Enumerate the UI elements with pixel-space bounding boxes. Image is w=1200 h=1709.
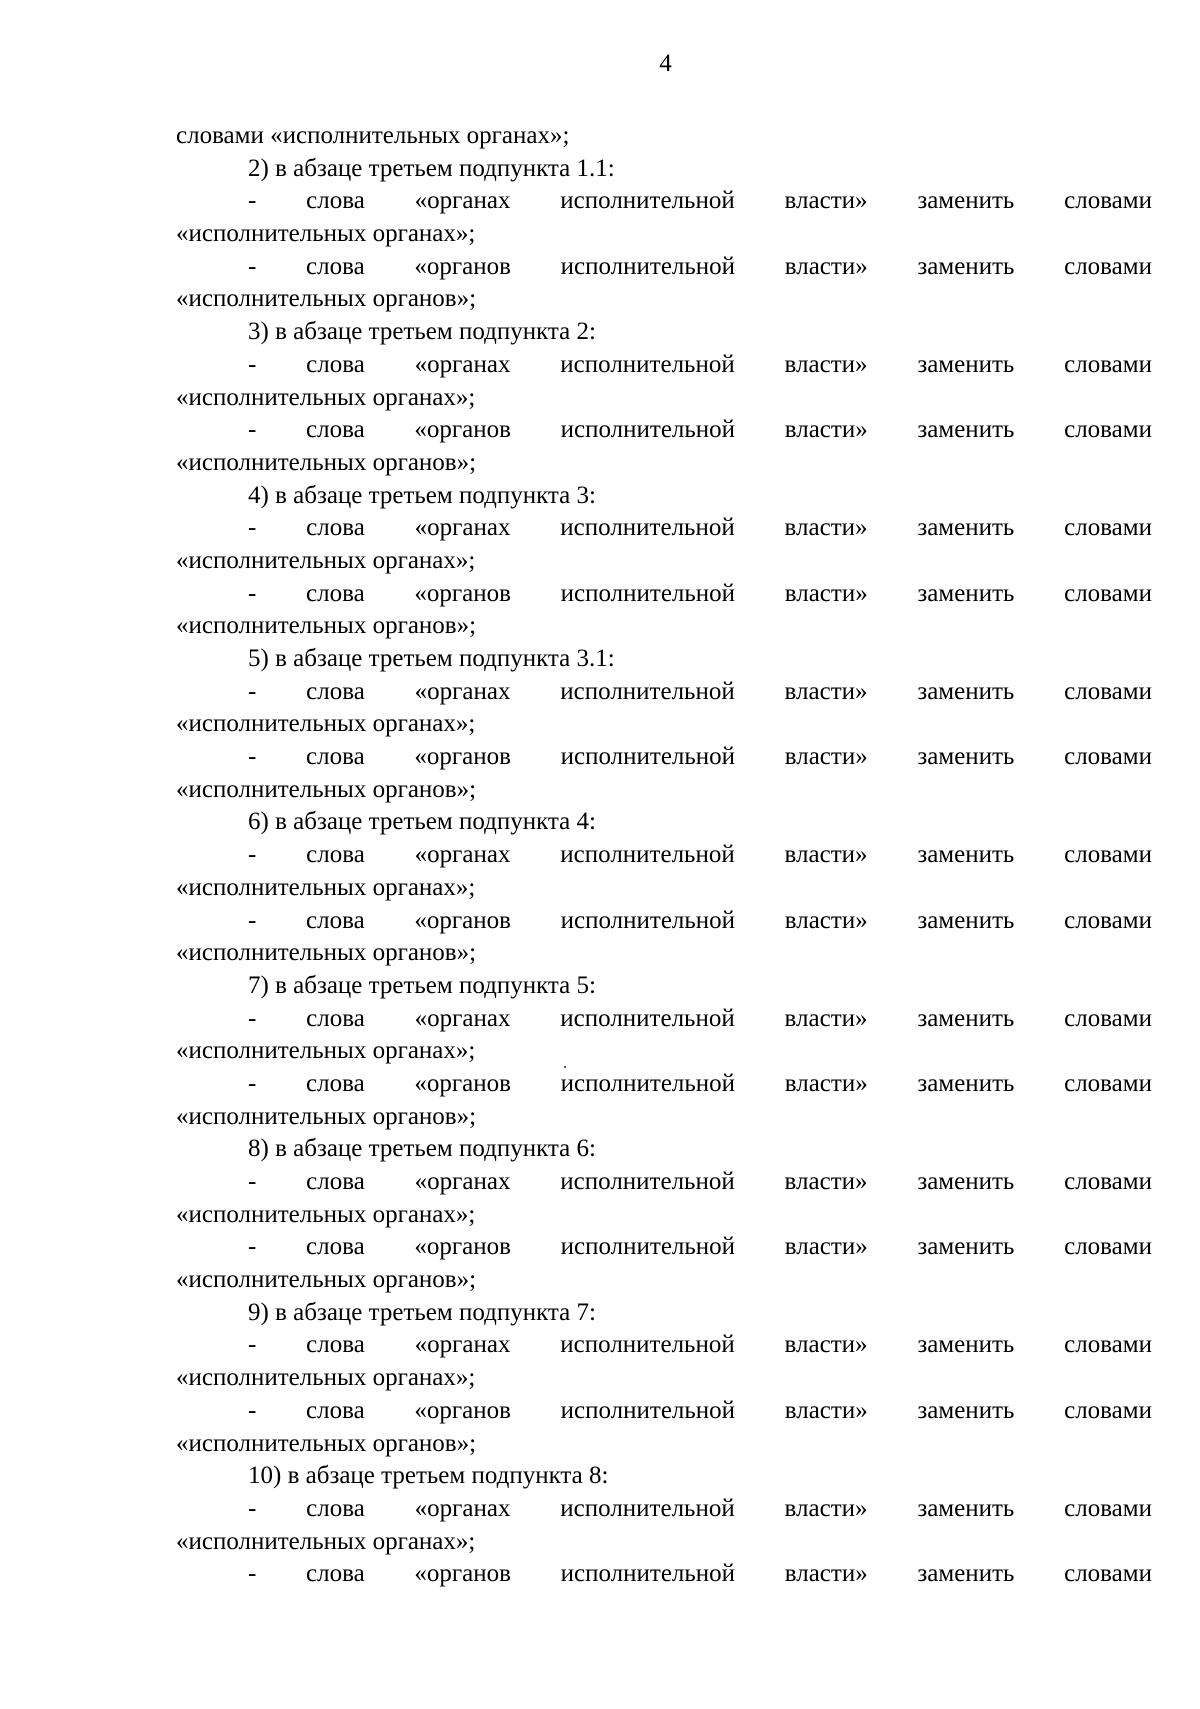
- word: словами: [1064, 350, 1152, 378]
- word: слова: [306, 252, 365, 280]
- word: -: [248, 187, 257, 215]
- word: власти»: [784, 416, 868, 444]
- word: власти»: [784, 514, 868, 542]
- word: «органах: [414, 1494, 511, 1522]
- word: власти»: [784, 1069, 868, 1097]
- word: слова: [306, 1069, 365, 1097]
- word: заменить: [917, 1560, 1015, 1588]
- continuation-line: «исполнительных органов»;: [176, 612, 477, 640]
- replacement-instruction-line: [176, 1068, 1152, 1101]
- word: слова: [306, 677, 365, 705]
- replacement-instruction-line: [176, 578, 1152, 611]
- word: власти»: [784, 1004, 868, 1032]
- word: власти»: [784, 906, 868, 934]
- replacement-instruction-line: [176, 251, 1152, 284]
- word: «органов: [414, 416, 511, 444]
- word: словами: [1064, 1560, 1152, 1588]
- subitem-heading: 7) в абзаце третьем подпункта 5:: [248, 971, 596, 999]
- continuation-line: «исполнительных органах»;: [176, 1037, 476, 1065]
- word: слова: [306, 906, 365, 934]
- word: -: [248, 350, 257, 378]
- replacement-instruction-line: [176, 1493, 1152, 1526]
- word: -: [248, 1168, 257, 1195]
- word: заменить: [917, 906, 1015, 934]
- word: власти»: [784, 841, 868, 869]
- word: -: [248, 579, 257, 607]
- word: «органах: [414, 350, 511, 378]
- word: слова: [306, 1004, 365, 1032]
- continuation-line: «исполнительных органах»;: [176, 383, 476, 411]
- word: заменить: [917, 187, 1015, 215]
- word: заменить: [917, 1168, 1015, 1195]
- replacement-instruction-line: [176, 185, 1152, 218]
- word: словами: [1064, 187, 1152, 215]
- word: заменить: [917, 677, 1015, 705]
- word: словами: [1064, 1004, 1152, 1032]
- word: «органах: [414, 1331, 511, 1359]
- word: «органов: [414, 1560, 511, 1588]
- word: исполнительной: [560, 1494, 735, 1522]
- word: исполнительной: [560, 252, 736, 280]
- word: -: [248, 416, 257, 444]
- continuation-line: «исполнительных органах»;: [176, 546, 476, 574]
- word: -: [248, 1233, 257, 1261]
- word: власти»: [784, 1331, 868, 1359]
- word: власти»: [784, 677, 868, 705]
- word: власти»: [784, 1560, 868, 1588]
- word: исполнительной: [560, 906, 736, 934]
- word: заменить: [917, 416, 1015, 444]
- word: заменить: [917, 514, 1015, 542]
- word: исполнительной: [560, 1168, 735, 1195]
- document-body: [176, 120, 1152, 1591]
- replacement-instruction-line: [176, 1395, 1152, 1428]
- word: исполнительной: [560, 841, 735, 869]
- subitem-heading: 5) в абзаце третьем подпункта 3.1:: [248, 645, 615, 672]
- word: заменить: [917, 1331, 1015, 1359]
- word: словами: [1064, 677, 1152, 705]
- word: -: [248, 743, 257, 771]
- continuation-line: «исполнительных органах»;: [176, 1200, 476, 1228]
- word: слова: [306, 1233, 365, 1261]
- word: слова: [306, 1396, 365, 1424]
- word: исполнительной: [560, 1396, 736, 1424]
- word: заменить: [917, 252, 1015, 280]
- word: словами: [1064, 1396, 1152, 1424]
- word: -: [248, 1004, 257, 1032]
- word: слова: [306, 579, 365, 607]
- word: словами: [1064, 1233, 1152, 1261]
- word: -: [248, 1560, 257, 1588]
- replacement-instruction-line: [176, 1231, 1152, 1264]
- word: заменить: [917, 743, 1015, 771]
- replacement-instruction-line: [176, 349, 1152, 382]
- replacement-instruction-line: [176, 512, 1152, 545]
- replacement-instruction-line: [176, 1003, 1152, 1036]
- word: слова: [306, 841, 365, 869]
- word: исполнительной: [560, 514, 735, 542]
- subitem-heading: 4) в абзаце третьем подпункта 3:: [248, 481, 596, 509]
- word: заменить: [917, 1004, 1015, 1032]
- word: власти»: [784, 350, 868, 378]
- word: «органов: [414, 1069, 511, 1097]
- word: заменить: [917, 1233, 1015, 1261]
- replacement-instruction-line: [176, 1558, 1152, 1591]
- word: власти»: [784, 252, 868, 280]
- word: заменить: [917, 1494, 1015, 1522]
- word: -: [248, 1494, 257, 1522]
- subitem-heading: 9) в абзаце третьем подпункта 7:: [248, 1298, 596, 1326]
- word: слова: [306, 187, 365, 215]
- continuation-line: «исполнительных органов»;: [176, 775, 477, 803]
- continuation-line: «исполнительных органах»;: [176, 1527, 476, 1555]
- word: словами: [1064, 579, 1152, 607]
- word: исполнительной: [560, 350, 735, 378]
- word: словами: [1064, 514, 1152, 542]
- word: словами: [1064, 906, 1152, 934]
- word: -: [248, 252, 257, 280]
- continuation-line: «исполнительных органах»;: [176, 220, 476, 248]
- word: словами: [1064, 252, 1152, 280]
- continuation-line: «исполнительных органов»;: [176, 448, 477, 476]
- word: слова: [306, 1331, 365, 1359]
- scan-speck: [564, 1066, 566, 1068]
- continuation-line: «исполнительных органах»;: [176, 1364, 476, 1392]
- word: заменить: [917, 841, 1015, 869]
- word: словами: [1064, 1331, 1152, 1359]
- continuation-line: «исполнительных органов»;: [176, 1102, 477, 1130]
- word: «органов: [414, 1396, 511, 1424]
- word: слова: [306, 1560, 365, 1588]
- word: исполнительной: [560, 1560, 736, 1588]
- word: «органах: [414, 677, 511, 705]
- word: исполнительной: [560, 416, 736, 444]
- word: «органов: [414, 1233, 511, 1261]
- word: власти»: [784, 1233, 868, 1261]
- word: -: [248, 514, 257, 542]
- word: «органов: [414, 906, 511, 934]
- word: «органах: [414, 1004, 511, 1032]
- word: слова: [306, 514, 365, 542]
- word: «органах: [414, 841, 511, 869]
- word: заменить: [917, 1396, 1015, 1424]
- continuation-line: «исполнительных органах»;: [176, 873, 476, 901]
- word: слова: [306, 1494, 365, 1522]
- word: словами: [1064, 416, 1152, 444]
- subitem-heading: 6) в абзаце третьем подпункта 4:: [248, 808, 596, 836]
- subitem-heading: 10) в абзаце третьем подпункта 8:: [248, 1462, 609, 1490]
- continuation-line: словами «исполнительных органах»;: [176, 122, 570, 149]
- word: власти»: [784, 1396, 868, 1424]
- word: заменить: [917, 1069, 1015, 1097]
- word: исполнительной: [560, 1069, 736, 1097]
- replacement-instruction-line: [176, 741, 1152, 774]
- word: заменить: [917, 350, 1015, 378]
- word: -: [248, 1069, 257, 1097]
- word: слова: [306, 743, 365, 771]
- word: исполнительной: [560, 677, 735, 705]
- word: «органах: [414, 187, 511, 215]
- word: исполнительной: [560, 743, 736, 771]
- word: «органов: [414, 579, 511, 607]
- word: словами: [1064, 1494, 1152, 1522]
- replacement-instruction-line: [176, 676, 1152, 709]
- word: власти»: [784, 579, 868, 607]
- continuation-line: «исполнительных органов»;: [176, 1266, 477, 1294]
- page-number: 4: [659, 50, 672, 77]
- word: «органах: [414, 514, 511, 542]
- word: словами: [1064, 841, 1152, 869]
- word: исполнительной: [560, 1331, 735, 1359]
- word: слова: [306, 350, 365, 378]
- word: слова: [306, 416, 365, 444]
- replacement-instruction-line: [176, 839, 1152, 872]
- word: словами: [1064, 743, 1152, 771]
- word: власти»: [784, 743, 868, 771]
- replacement-instruction-line: [176, 1166, 1152, 1199]
- word: исполнительной: [560, 187, 735, 215]
- word: словами: [1064, 1069, 1152, 1097]
- word: «органов: [414, 743, 511, 771]
- replacement-instruction-line: [176, 1329, 1152, 1362]
- word: исполнительной: [560, 1004, 735, 1032]
- word: -: [248, 906, 257, 934]
- continuation-line: «исполнительных органов»;: [176, 939, 477, 967]
- word: исполнительной: [560, 579, 736, 607]
- continuation-line: «исполнительных органах»;: [176, 710, 476, 738]
- word: власти»: [784, 187, 868, 215]
- word: «органов: [414, 252, 511, 280]
- word: -: [248, 1396, 257, 1424]
- word: «органах: [414, 1168, 511, 1195]
- word: заменить: [917, 579, 1015, 607]
- word: власти»: [784, 1168, 868, 1195]
- continuation-line: «исполнительных органов»;: [176, 1429, 477, 1457]
- word: -: [248, 677, 257, 705]
- word: -: [248, 1331, 257, 1359]
- word: словами: [1064, 1168, 1152, 1195]
- subitem-heading: 3) в абзаце третьем подпункта 2:: [248, 318, 596, 346]
- word: слова: [306, 1168, 365, 1195]
- word: исполнительной: [560, 1233, 736, 1261]
- subitem-heading: 8) в абзаце третьем подпункта 6:: [248, 1135, 596, 1163]
- word: власти»: [784, 1494, 868, 1522]
- word: -: [248, 841, 257, 869]
- continuation-line: «исполнительных органов»;: [176, 285, 477, 313]
- replacement-instruction-line: [176, 905, 1152, 938]
- replacement-instruction-line: [176, 414, 1152, 447]
- subitem-heading: 2) в абзаце третьем подпункта 1.1:: [248, 154, 615, 182]
